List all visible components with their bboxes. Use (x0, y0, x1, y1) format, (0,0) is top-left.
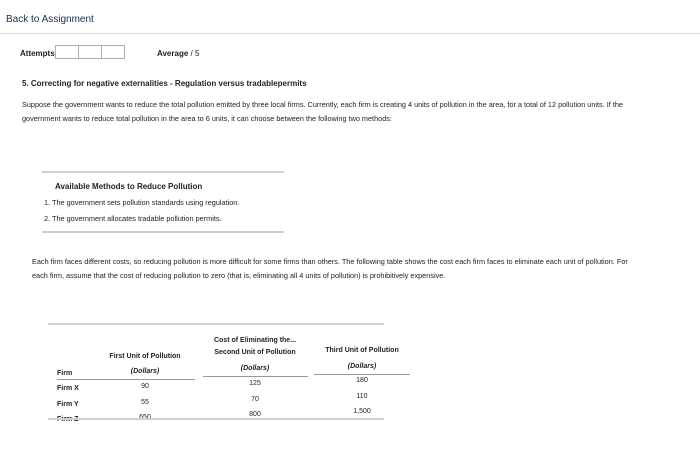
methods-heading: Available Methods to Reduce Pollution (55, 182, 203, 191)
table-cell: 110 (356, 393, 368, 400)
header-underline (314, 374, 410, 375)
column-unit: (Dollars) (130, 368, 160, 375)
column-unit: (Dollars) (240, 365, 270, 372)
costs-intro: Each firm faces different costs, so reducing pollution is more difficult for some firms than others. The following table shows the cost each firm faces to eliminate each unit of pollution. For each firm, assume that the cost of reducing pollution to zero (that is, eliminating all 4 units of pollution) is prohibitively expensive. (32, 257, 628, 280)
attempt-box (78, 45, 102, 59)
methods-bottom-rule (42, 231, 284, 233)
column-unit: (Dollars) (347, 363, 377, 370)
table-cell: 90 (141, 383, 149, 390)
average-label: Average (157, 49, 189, 58)
header-underline (203, 376, 308, 377)
table-cell: 800 (249, 411, 261, 418)
firm-header: Firm (57, 370, 73, 377)
attempt-box (55, 45, 79, 59)
firm-name: Firm Y (57, 401, 79, 408)
average-score (157, 49, 199, 58)
back-to-assignment-link[interactable]: Back to Assignment (6, 14, 94, 25)
table-top-rule (48, 323, 384, 325)
column-header: First Unit of Pollution (109, 353, 181, 360)
column-header: Second Unit of Pollution (214, 349, 296, 356)
attempt-boxes (55, 45, 125, 59)
question-title: 5. Correcting for negative externalities - Regulation versus tradablepermits (22, 79, 307, 88)
table-cell: 180 (356, 377, 368, 384)
header-underline (57, 379, 195, 380)
column-header: Third Unit of Pollution (325, 347, 399, 354)
table-bottom-rule (48, 418, 384, 420)
method-item: 2. The government allocates tradable pollution permits. (44, 214, 222, 223)
attempts-label: Attempts (20, 49, 55, 58)
question-intro: Suppose the government wants to reduce the total pollution emitted by three local firms. Currently, each firm is creating 4 units of pollution in the area, for a total of 12 pollution units. If the government wants to reduce total pollution in the area to 6 units, it can choose between the following two methods: (22, 100, 623, 123)
header-divider (0, 33, 700, 34)
firm-name: Firm X (57, 385, 79, 392)
table-cell: 70 (251, 396, 259, 403)
attempt-box (101, 45, 125, 59)
average-value: / 5 (190, 49, 200, 58)
table-cell: 125 (249, 380, 261, 387)
method-item: 1. The government sets pollution standards using regulation. (44, 198, 240, 207)
table-cell: 55 (141, 399, 149, 406)
methods-top-rule (42, 171, 284, 173)
table-cell: 1,500 (353, 408, 371, 415)
table-group-header: Cost of Eliminating the... (213, 337, 297, 344)
